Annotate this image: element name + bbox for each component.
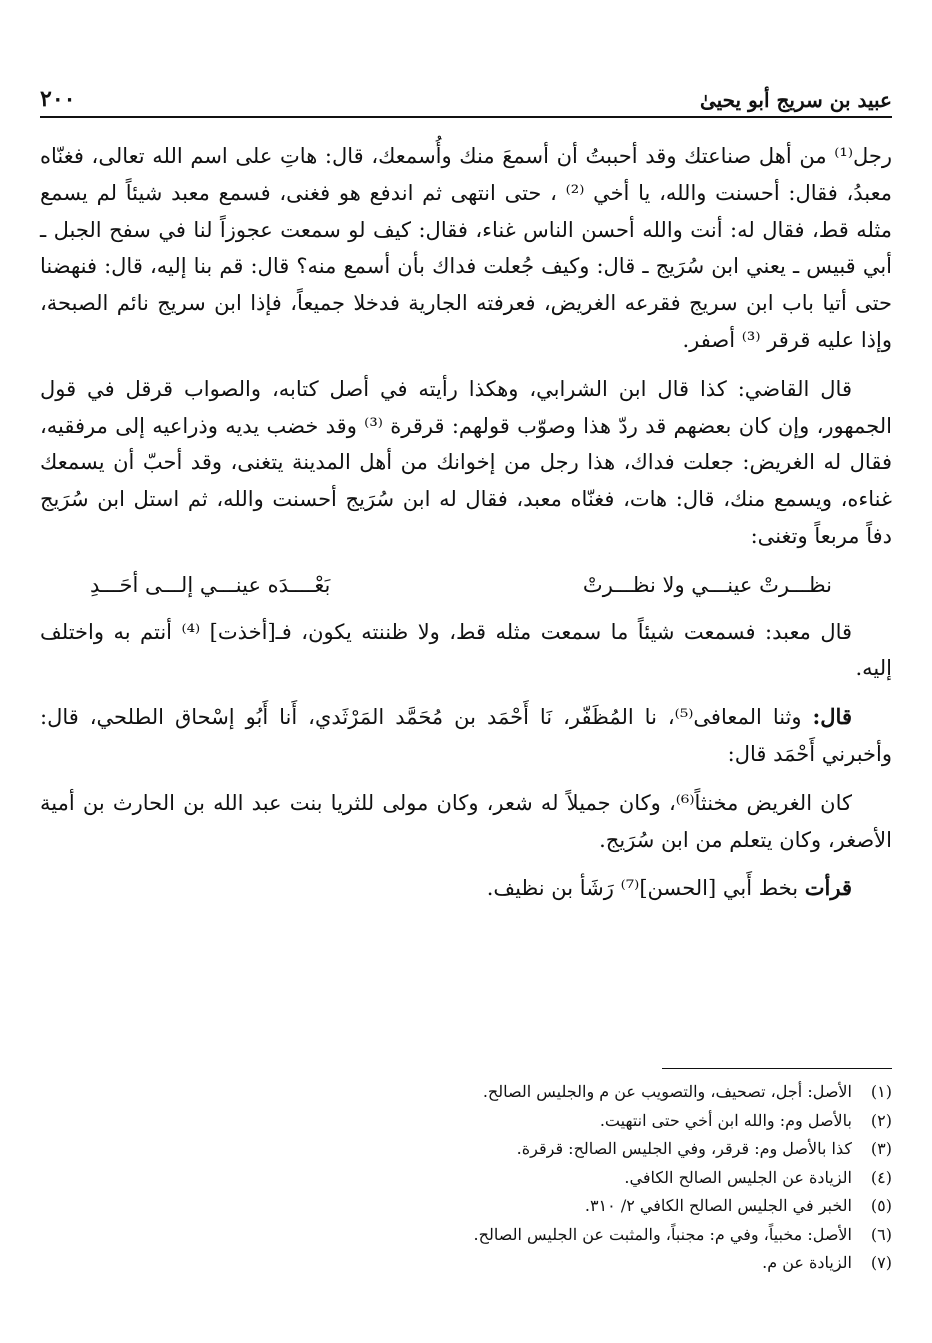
footnote-item [40, 1078, 892, 1107]
footnote-text: الزيادة عن م. [762, 1253, 852, 1272]
footnote-item [40, 1135, 892, 1164]
footnote-text: بالأصل وم: والله ابن أخي حتى انتهيت. [599, 1110, 852, 1130]
footnote-text: الخبر في الجليس الصالح الكافي ٢/ ٣١٠. [584, 1196, 852, 1215]
footnote-number: (٤) [870, 1167, 892, 1187]
footnote-number: (٦) [870, 1224, 892, 1244]
footnote-item [40, 1221, 892, 1250]
paragraph-2: قال القاضي: كذا قال ابن الشرابي، وهكذا رأيته في أصل كتابه، والصواب قرقل في قول الجمهور، وإن كان بعضهم قد ردّ هذا وصوّب قولهم: قرقرة ⁽³⁾ وقد خضب يديه وذراعيه إلى مرفقيه، فقال له الغريض: جعلت فداك، هذا رجل من إخوانك من أهل المدينة يتغنى، وقد أحبّ أن يسمعك غناءه، ويسمع منك، قال: هات، فغنّاه معبد، فقال له ابن سُرَيج أحسنت والله، ثم استل ابن سُرَيج دفاً مربعاً وتغنى: [40, 376, 892, 548]
poem-hemistich-first: نظـــرتْ عينـــي ولا نظـــرتْ [582, 572, 832, 597]
footnote-number: (٧) [870, 1253, 892, 1272]
footnote-item [40, 1192, 892, 1221]
footnote-text: الأصل: مخبياً، وفي م: مجنباً، والمثبت عن الجليس الصالح. [473, 1224, 852, 1244]
footnote-text: الأصل: أجل، تصحيف، والتصويب عن م والجليس الصالح. [482, 1082, 852, 1101]
paragraph-4 [40, 699, 892, 773]
footnote-item [40, 1249, 892, 1278]
paragraph-6 [40, 870, 892, 907]
paragraph-6-text: بخط أَبي [الحسن]⁽⁷⁾ رَشَأ بن نظيف. [486, 876, 799, 901]
paragraph-1: رجل⁽¹⁾ من أهل صناعتك وقد أحببتُ أن أسمعَ منك وأُسمعك، قال: هاتِ على اسم الله تعالى، فغنّاه معبدُ، فقال: أحسنت والله، يا أخي ⁽²⁾ ، حتى انتهى ثم اندفع هو فغنى، فسمع معبد شيئاً لم يسمع مثله قط، فقال له: أنت والله أحسن الناس غناء، فقال: كيف لو سمعت عجوزاً لنا في سفح الجبل ـ أبي قبيس ـ يعني ابن سُرَيج ـ قال: وكيف جُعلت فداك بأن أسمع منه؟ قال: قم بنا إليه، قال: فنهضنا حتى أتيا باب ابن سريج فقرعه الغريض، فعرفته الجارية فدخلا جميعاً، فإذا ابن سريج نائم الصبحة، وإذا عليه قرقر ⁽³⁾ أصفر. [40, 144, 893, 352]
paragraph-4-text: وثنا المعافى⁽⁵⁾، نا المُظَفّر، نَا أَحْمَد بن مُحَمَّد المَرْثَدي، أَنا أَبُو إسْحاق الطلحي، قال: وأخبرني أَحْمَد قال: [40, 705, 892, 766]
footnote-text: الزيادة عن الجليس الصالح الكافي. [624, 1167, 852, 1187]
footnote-number: (٥) [870, 1196, 892, 1215]
page-number: ٢٠٠ [40, 86, 76, 112]
running-title: عبيد بن سريج أبو يحيىٰ [699, 88, 892, 112]
footnote-number: (٢) [870, 1110, 892, 1130]
footnotes-list [40, 1078, 892, 1278]
footnote-number: (٣) [870, 1139, 892, 1158]
paragraph-5: كان الغريض مخنثاً⁽⁶⁾، وكان جميلاً له شعر، وكان مولى للثريا بنت عبد الله بن الحارث بن أمية الأصغر، وكان يتعلم من ابن سُرَيج. [40, 790, 892, 852]
footnote-item [40, 1107, 892, 1136]
page-header [40, 78, 892, 118]
poem-verse [40, 567, 892, 604]
paragraph-6-lead: قرأت [804, 875, 852, 901]
footnote-divider [662, 1068, 892, 1069]
paragraph-3: قال معبد: فسمعت شيئاً ما سمعت مثله قط، ولا ظننته يكون، فـ[أخذت] ⁽⁴⁾ أنتم به واختلف إليه. [40, 619, 892, 681]
footnote-item [40, 1164, 892, 1193]
main-text [40, 138, 892, 919]
footnote-number: (١) [870, 1082, 892, 1101]
footnote-text: كذا بالأصل وم: قرقر، وفي الجليس الصالح: قرقرة. [516, 1139, 852, 1158]
poem-hemistich-second: بَعْــــدَه عينـــي إلـــى أحَـــدِ [90, 572, 331, 597]
paragraph-4-lead: قال: [812, 704, 852, 730]
